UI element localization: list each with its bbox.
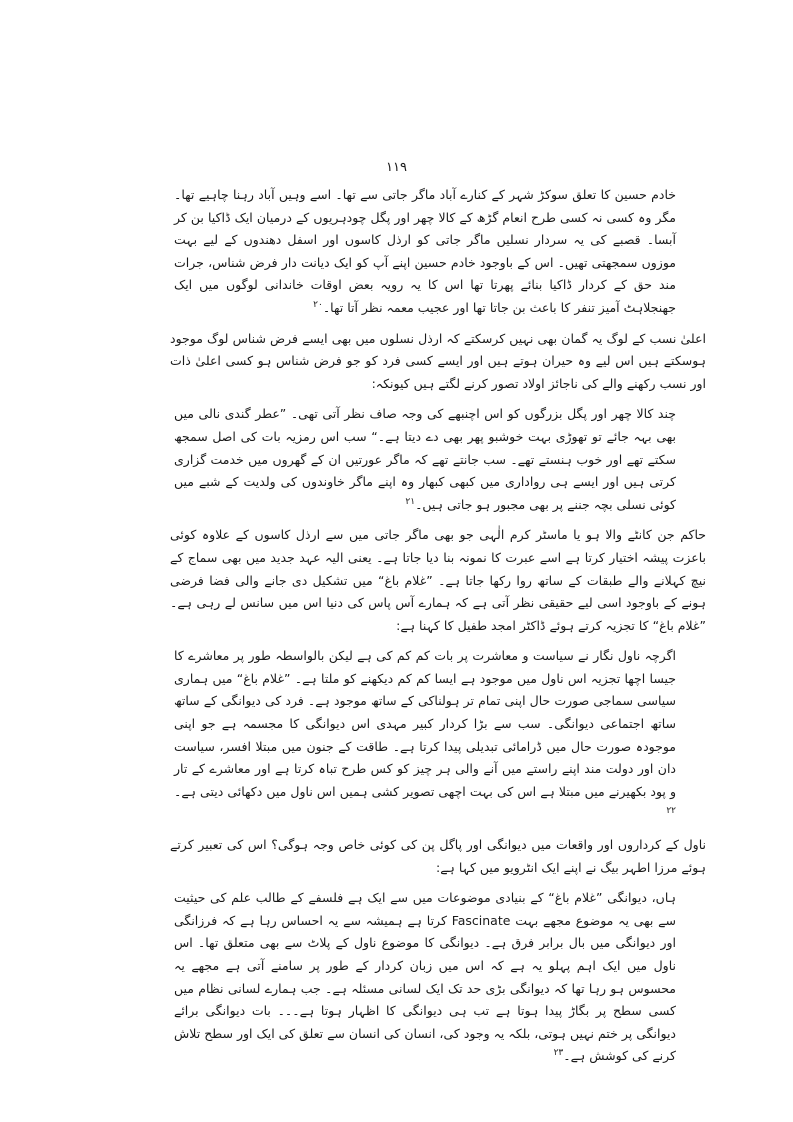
quote-text: اگرچہ ناول نگار نے سیاست و معاشرت پر بات کم کم کی ہے لیکن بالواسطہ طور پر معاشرے کا جیسا اچھا تجزیہ اس ناول میں موجود ہے ایسا کم کم دیکھنے کو ملتا ہے۔ ”غلام باغ“ میں ہماری سیاسی سماجی صورت حال اپنی تمام تر ہولناکی کے ساتھ موجود ہے۔ فرد کی دیوانگی کے ساتھ ساتھ اجتماعی دیوانگی۔ سب سے بڑا کردار کبیر مہدی اس دیوانگی کا مجسمہ ہے جو اپنی موجودہ صورت حال میں ڈرامائی تبدیلی پیدا کرتا ہے۔ طاقت کے جنون میں مبتلا افسر، سیاست دان اور دولت مند اپنے راستے میں آنے والی ہر چیز کو کس طرح تباہ کرتا ہے اور معاشرے کے تار و پود بکھیرنے میں مبتلا ہے اس کی بہت اچھی تصویر کشی ہمیں اس ناول میں دکھائی دیتی ہے۔	[174, 648, 676, 799]
block-quote-2	[170, 403, 710, 516]
body-paragraph-3	[170, 834, 710, 879]
body-paragraph-1	[170, 328, 710, 396]
quote-text: چند کالا چھر اور پگل بزرگوں کو اس اچنبھے کی وجہ صاف نظر آتی تھی۔ ”عطر گندی نالی میں بھی بہہ جائے تو تھوڑی بہت خوشبو پھر بھی دے دیتا ہے۔“ سب اس رمزیہ بات کی اصل سمجھ سکتے تھے اور خوب ہنستے تھے۔ سب جانتے تھے کہ ماگر عورتیں ان کے گھروں میں خدمت گزاری کرتی ہیں اور ایسے ہی رواداری میں کبھی کبھار وہ اپنے ماگر خاوندوں کی ولدیت کے شبے میں کوئی نسلی بچہ جننے پر بھی مجبور ہو جاتی ہیں۔	[174, 406, 676, 512]
body-paragraph-2	[170, 524, 710, 637]
footnote-marker: ۲۱	[405, 496, 416, 507]
page-body	[170, 184, 710, 1076]
block-quote-3	[170, 645, 710, 826]
footnote-marker: ۲۳	[553, 1048, 564, 1059]
quote-text: ہاں، دیوانگی ”غلام باغ“ کے بنیادی موضوعات میں سے ایک ہے فلسفے کے طالب علم کی حیثیت سے بھی یہ موضوع مجھے بہت Fascinate کرتا ہے ہمیشہ سے یہ احساس رہا ہے کہ فرزانگی اور دیوانگی میں بال برابر فرق ہے۔ دیوانگی کا موضوع ناول کے پلاٹ سے بھی متعلق تھا۔ اس ناول میں ایک اہم پہلو یہ ہے کہ اس میں زبان کردار کے طور پر سامنے آتی ہے مجھے یہ محسوس ہو رہا تھا کہ دیوانگی بڑی حد تک ایک لسانی مسئلہ ہے۔ جب ہمارے لسانی نظام میں کسی سطح پر بگاڑ پیدا ہوتا ہے تب ہی دیوانگی کا اظہار ہوتا ہے۔۔۔ بات دیوانگی برائے دیوانگی پر ختم نہیں ہوتی، بلکہ یہ وجود کی، انسان کی انسان سے تعلق کی ایک اور سطح تلاش کرنے کی کوشش ہے۔	[174, 890, 676, 1064]
footnote-marker: ۲۲	[666, 806, 676, 817]
footnote-marker: ۲۰	[313, 299, 323, 310]
paragraph-text: اعلیٰ نسب کے لوگ یہ گمان بھی نہیں کرسکتے کہ ارذل نسلوں میں بھی ایسے فرض شناس لوگ موجود ہوسکتے ہیں اس لیے وہ حیران ہوتے ہیں اور ایسے کسی فرد کو جو فرض شناس ہو کسی اعلیٰ ذات اور نسب رکھنے والے کی ناجائز اولاد تصور کرنے لگتے ہیں کیونکہ:	[170, 330, 706, 391]
page-number: ۱۱۹	[386, 160, 407, 175]
block-quote-1	[170, 184, 710, 320]
block-quote-4	[170, 887, 710, 1068]
paragraph-text: حاکم جن کانٹے والا ہو یا ماسٹر کرم الٰہی جو بھی ماگر جاتی میں سے ارذل کاسوں کے علاوہ کوئی باعزت پیشہ اختیار کرتا ہے اسے عبرت کا نمونہ بنا دیا جاتا ہے۔ یعنی الیہ عہد جدید میں بھی سماج کے نیچ کہلانے والے طبقات کے ساتھ روا رکھا جاتا ہے۔ ”غلام باغ“ میں تشکیل دی جانے والی فضا فرضی ہونے کے باوجود اسی لیے حقیقی نظر آتی ہے کہ ہمارے آس پاس کی دنیا اس میں سانس لے رہی ہے۔ ”غلام باغ“ کا تجزیہ کرتے ہوئے ڈاکٹر امجد طفیل کا کہنا ہے:	[170, 527, 706, 633]
paragraph-text: ناول کے کرداروں اور واقعات میں دیوانگی اور پاگل پن کی کوئی خاص وجہ ہوگی؟ اس کی تعبیر کرتے ہوئے مرزا اطہر بیگ نے اپنے ایک انٹرویو میں کہا ہے:	[170, 837, 706, 875]
quote-text: خادم حسین کا تعلق سوکڑ شہر کے کنارے آباد ماگر جاتی سے تھا۔ اسے وہیں آباد رہنا چاہیے تھا۔ مگر وہ کسی نہ کسی طرح انعام گڑھ کے کالا چھر اور پگل چودہریوں کے درمیان ایک ڈاکیا بن کر آبسا۔ قصبے کی یہ سردار نسلیں ماگر جاتی کو ارذل کاسوں اور اسفل دھندوں کے لیے بہت موزوں سمجھتی تھیں۔ اس کے باوجود خادم حسین اپنے آپ کو ایک دیانت دار فرض شناس، جرات مند حق کے کردار ڈاکیا بنائے پھرتا تھا اس کا یہ رویہ بعض اوقات خاندانی لوگوں میں ایک جھنجلاہٹ آمیز تنفر کا باعث بن جاتا تھا اور عجیب معمہ نظر آتا تھا۔	[174, 187, 676, 315]
